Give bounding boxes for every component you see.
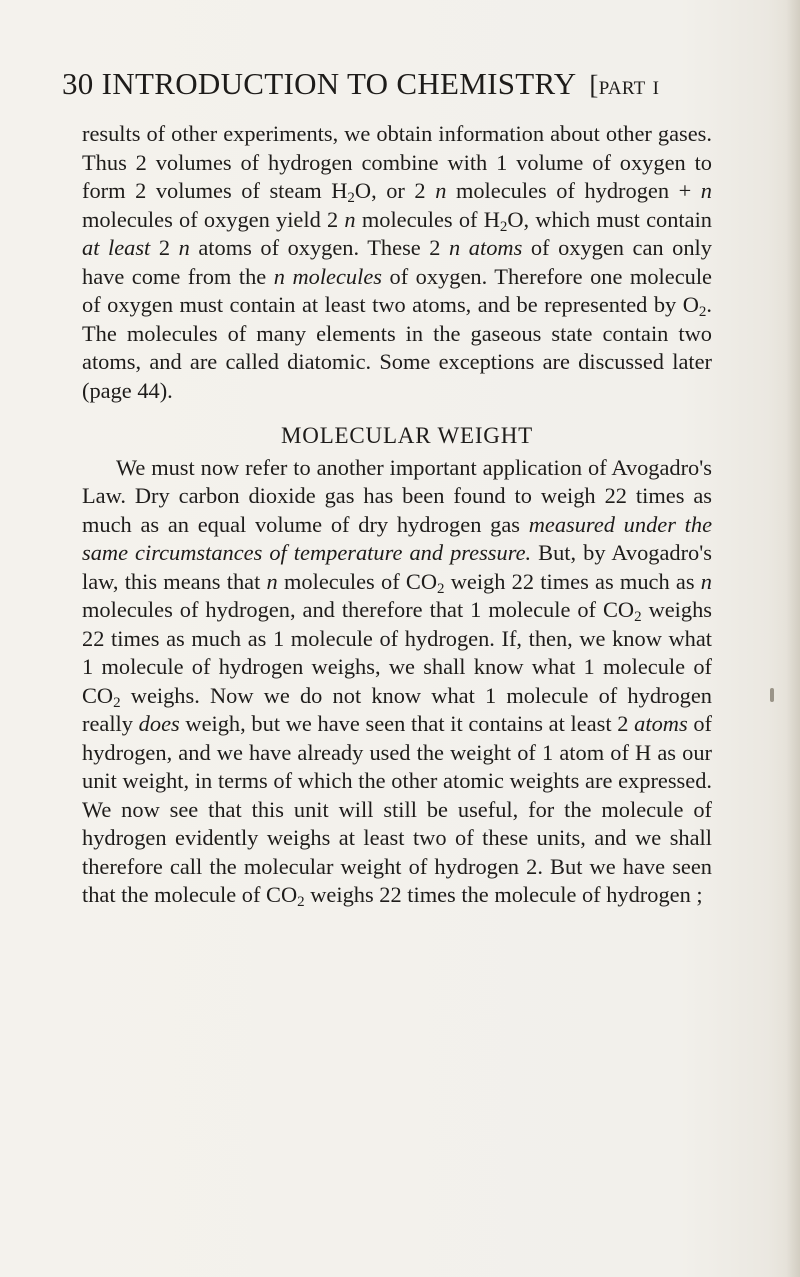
text-run: weighs. Now we do not know what 1 molecule of hydrogen really	[82, 682, 712, 736]
italic-run: n	[700, 568, 712, 594]
text-run: molecules of hydrogen, and therefore that 1 molecule of CO	[82, 597, 635, 622]
subscript: 2	[499, 218, 508, 235]
text-run: molecules of H	[355, 206, 500, 232]
text-run: We must now refer to another important application of Avogadro's Law. Dry carbon dioxide gas has been found to weigh 22 times as much as an equal volume of dry hydrogen gas	[82, 454, 712, 537]
text-run: molecules of CO	[277, 568, 437, 594]
text-run: of oxygen. Therefore one molecule of oxygen must contain at least two atoms, and be represented by O	[82, 263, 712, 317]
margin-mark	[770, 688, 774, 702]
italic-run: n atoms	[449, 235, 523, 260]
text-run: O, or 2	[354, 178, 436, 203]
text-run: weigh 22 times as much as	[444, 568, 701, 594]
subscript: 2	[436, 580, 445, 597]
italic-run: at least	[82, 235, 151, 260]
text-run: weighs 22 times the molecule of hydrogen ;	[304, 882, 703, 907]
text-run: . The molecules of many elements in the gaseous state contain two atoms, and are called diatomic. Some exceptions are discussed later (page 44).	[82, 292, 712, 403]
italic-run: n	[344, 206, 356, 232]
subscript: 2	[634, 609, 642, 625]
subscript: 2	[347, 190, 355, 206]
italic-run: n	[435, 178, 447, 203]
text-run: 2	[150, 235, 179, 260]
subscript: 2	[297, 894, 305, 910]
text-run: of oxygen can only have come from the	[82, 235, 712, 289]
text-run: of hydrogen, and we have already used the weight of 1 atom of H as our unit weight, in terms of which the other atomic weights are expressed. We now see that this unit will still be useful, for the molecule of hydrogen evidently weighs at least two of these units, and we shall therefore call the molecular weight of hydrogen 2. But we have seen that the molecule of CO	[82, 711, 713, 907]
paragraph-2	[82, 454, 712, 910]
text-run: But, by Avogadro's law, this means that	[82, 540, 712, 594]
subscript: 2	[113, 694, 121, 711]
text-run: molecules of oxygen yield 2	[82, 206, 345, 232]
italic-run: n	[266, 568, 278, 594]
italic-run: n	[178, 235, 190, 260]
text-run: atoms of oxygen. These 2	[189, 235, 450, 260]
italic-run: n molecules	[273, 263, 382, 289]
page-number: 30	[62, 66, 94, 101]
text-run: weigh, but we have seen that it contains at least 2	[179, 711, 635, 736]
section-title: MOLECULAR WEIGHT	[281, 423, 533, 448]
running-header	[62, 66, 722, 102]
subscript: 2	[698, 304, 707, 320]
italic-run: n	[700, 178, 712, 203]
italic-run: atoms	[634, 711, 688, 736]
running-title: INTRODUCTION TO CHEMISTRY	[101, 66, 576, 101]
text-run: weighs 22 times as much as 1 molecule of hydrogen. If, then, we know what 1 molecule of hydrogen weighs, we shall know what 1 molecule of CO	[82, 597, 713, 708]
body-text	[82, 120, 712, 910]
paragraph-1	[82, 120, 712, 405]
text-run: results of other experiments, we obtain information about other gases. Thus 2 volumes of hydrogen combine with 1 volume of oxygen to form 2 volumes of steam H	[82, 121, 712, 203]
page-edge-shadow	[786, 0, 800, 1277]
text-run: molecules of hydrogen +	[446, 178, 701, 203]
italic-run: does	[138, 711, 180, 736]
italic-run: measured under the same circumstances of temperature and pressure.	[82, 511, 713, 565]
text-run: O, which must contain	[507, 206, 712, 232]
part-label: [part i	[589, 70, 660, 100]
